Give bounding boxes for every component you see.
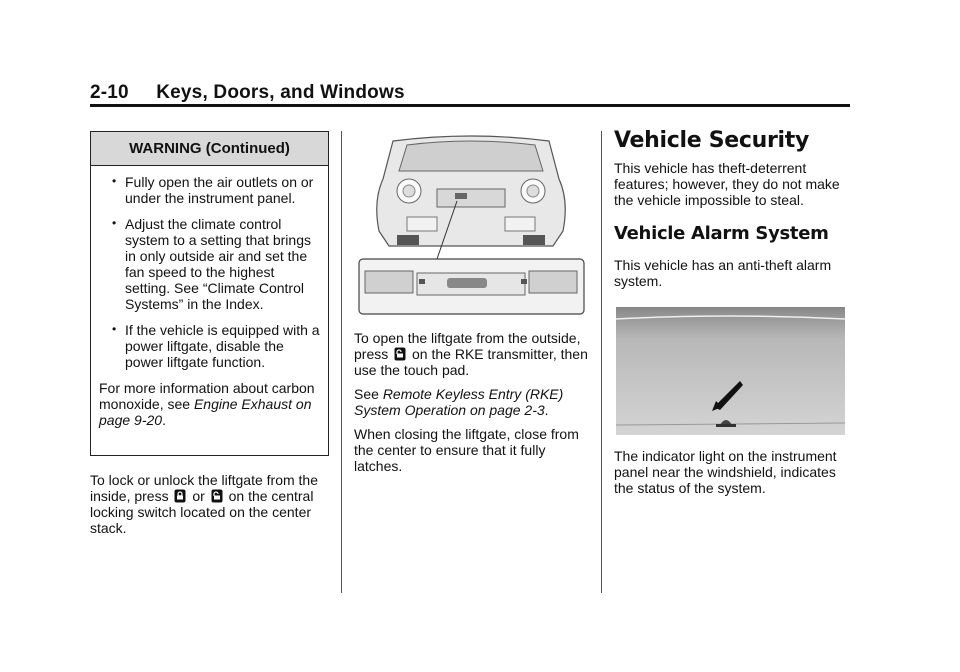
windshield-indicator-illustration bbox=[616, 307, 845, 435]
lock-text-1: To lock or unlock the liftgate from the inside, press bbox=[90, 472, 318, 504]
page-header bbox=[90, 82, 850, 106]
lock-text-2: on the central locking switch located on the center stack. bbox=[90, 488, 314, 536]
indicator-paragraph: The indicator light on the instrument panel near the windshield, indicates the status of the system. bbox=[614, 448, 837, 496]
warning-bullet: • Adjust the climate control system to a setting that brings in only outside air and set the fan speed to the highest setting. See “Climate Control Systems” in the Index. bbox=[99, 216, 320, 312]
closing-paragraph: When closing the liftgate, close from the center to ensure that it fully latches. bbox=[354, 426, 579, 474]
see-prefix: See bbox=[354, 386, 383, 402]
lock-or-text: or bbox=[188, 488, 209, 504]
lock-icon bbox=[174, 489, 186, 503]
more-info-suffix: . bbox=[162, 412, 166, 428]
warning-title: WARNING (Continued) bbox=[91, 132, 328, 166]
header-rule bbox=[90, 104, 850, 107]
warning-bullet: • If the vehicle is equipped with a power liftgate, disable the power liftgate function. bbox=[99, 322, 320, 370]
warning-box bbox=[90, 131, 329, 456]
see-suffix: . bbox=[544, 402, 549, 418]
liftgate-illustration bbox=[357, 131, 586, 316]
page-title: 2-10 Keys, Doors, and Windows bbox=[90, 82, 405, 103]
rke-link[interactable]: Remote Keyless Entry (RKE) System Operation on page 2-3 bbox=[354, 386, 564, 418]
engine-exhaust-link[interactable]: Engine Exhaust on page 9-20 bbox=[99, 396, 312, 428]
warning-bullet: • Fully open the air outlets on or under the instrument panel. bbox=[99, 174, 320, 206]
column-divider-1 bbox=[341, 131, 342, 593]
open-text-2: on the RKE transmitter, then use the touch pad. bbox=[354, 346, 588, 378]
security-paragraph: This vehicle has theft-deterrent features; however, they do not make the vehicle impossible to steal. bbox=[614, 160, 840, 208]
alarm-system-heading: Vehicle Alarm System bbox=[614, 223, 829, 244]
more-info-paragraph bbox=[99, 380, 320, 428]
unlock-icon bbox=[211, 489, 223, 503]
warning-body bbox=[91, 166, 328, 428]
column-divider-2 bbox=[601, 131, 602, 593]
open-text-1: To open the liftgate from the outside, press bbox=[354, 330, 581, 362]
unlock-icon bbox=[394, 347, 406, 361]
more-info-text: For more information about carbon monoxide, see bbox=[99, 380, 315, 412]
open-liftgate-section bbox=[354, 330, 590, 482]
vehicle-security-heading: Vehicle Security bbox=[614, 128, 810, 153]
alarm-paragraph: This vehicle has an anti-theft alarm system. bbox=[614, 257, 832, 289]
lock-liftgate-paragraph bbox=[90, 472, 330, 544]
